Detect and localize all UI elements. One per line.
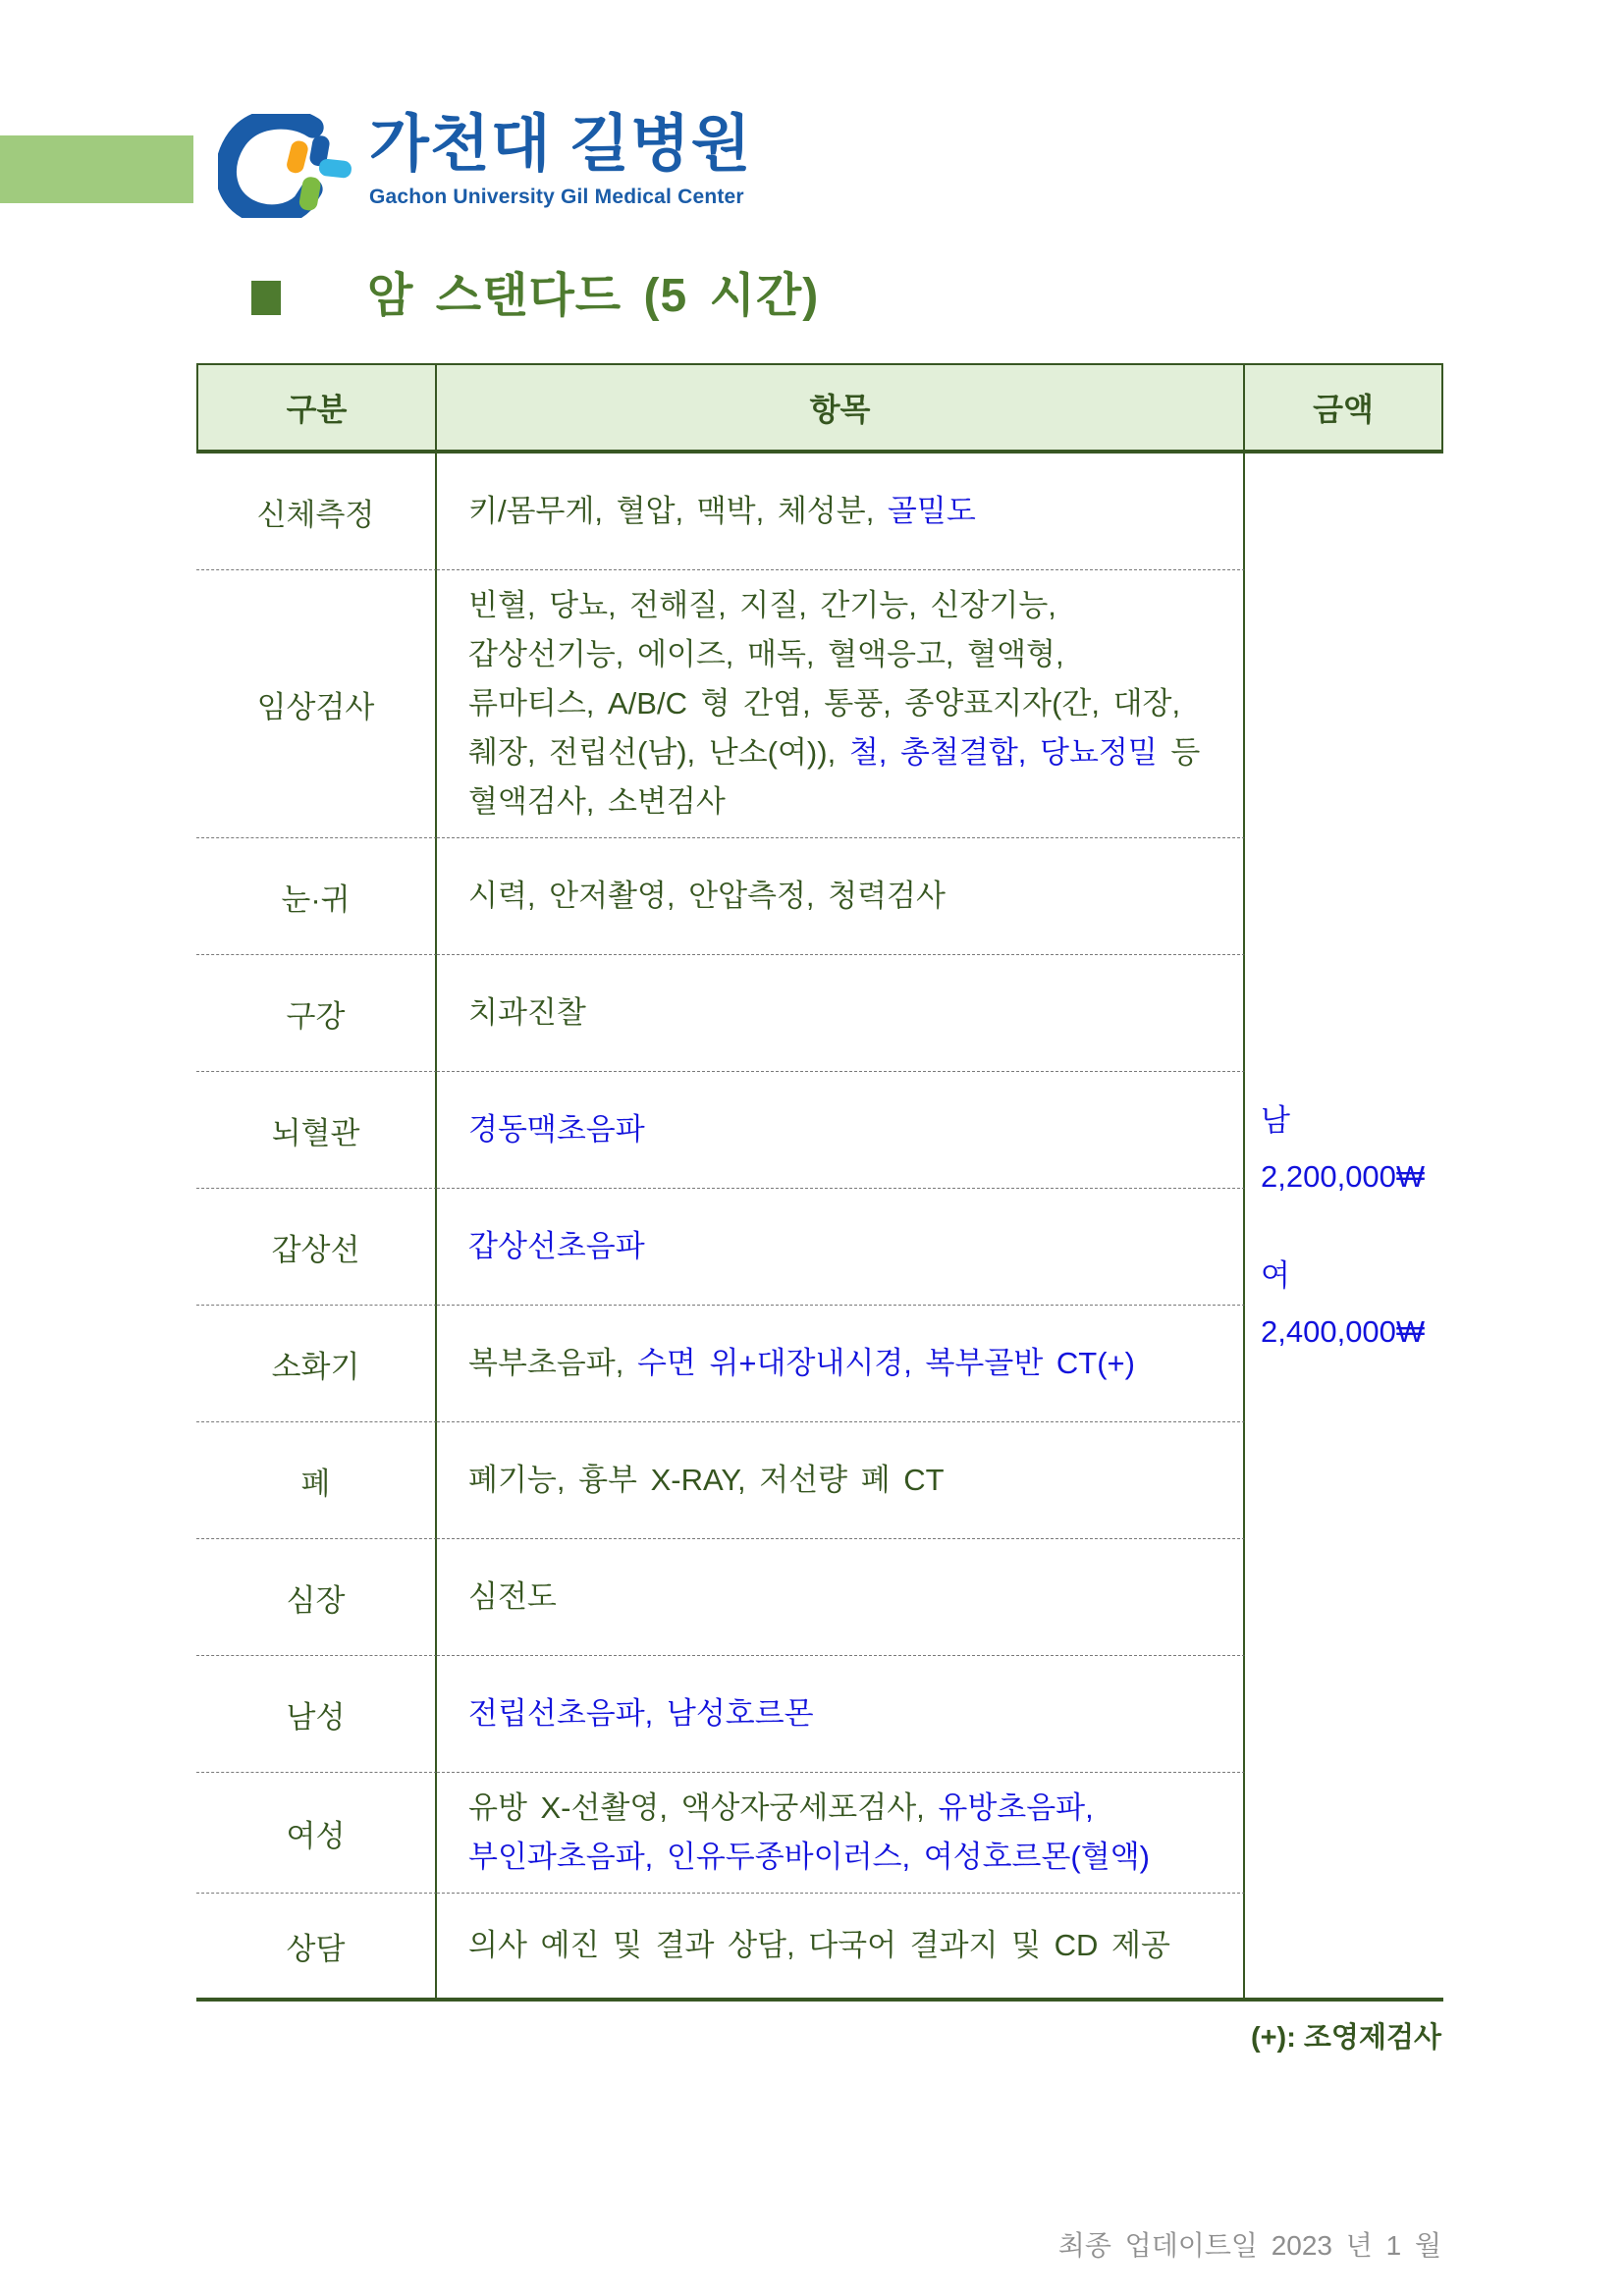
items-line bbox=[468, 872, 946, 921]
price-female-label: 여 bbox=[1261, 1257, 1290, 1293]
items-cell bbox=[437, 955, 1245, 1072]
item-text: 키/몸무게, 혈압, 맥박, 체성분, bbox=[468, 494, 888, 528]
items-line bbox=[468, 1833, 1150, 1882]
category-cell: 여성 bbox=[196, 1773, 437, 1894]
category-cell: 신체측정 bbox=[196, 454, 437, 570]
item-text: 경동맥초음파 bbox=[468, 1112, 645, 1147]
item-text: 부인과초음파, 인유두종바이러스, 여성호르몬(혈액) bbox=[468, 1840, 1150, 1874]
section-title-row bbox=[251, 267, 819, 326]
items-cell bbox=[437, 1422, 1245, 1539]
accent-square bbox=[0, 135, 193, 203]
items-line bbox=[468, 581, 1056, 630]
items-line bbox=[468, 1784, 1094, 1833]
items-line bbox=[468, 1921, 1170, 1970]
item-text: 복부초음파, bbox=[468, 1346, 637, 1380]
item-text: 갑상선초음파 bbox=[468, 1229, 645, 1263]
column-header-price: 금액 bbox=[1245, 365, 1443, 454]
item-text: 시력, 안저촬영, 안압측정, 청력검사 bbox=[468, 879, 946, 913]
category-cell: 상담 bbox=[196, 1894, 437, 1998]
item-text: 류마티스, A/B/C 형 간염, 통풍, 종양표지자(간, 대장, bbox=[468, 686, 1181, 721]
price-cell bbox=[1245, 454, 1443, 1998]
hospital-logo-icon bbox=[218, 114, 352, 218]
items-line bbox=[468, 679, 1180, 728]
items-cell bbox=[437, 570, 1245, 838]
item-text: 유방 X-선촬영, 액상자궁세포검사, bbox=[468, 1790, 939, 1825]
item-text: 치과진찰 bbox=[468, 995, 586, 1030]
price-male-label: 남 bbox=[1261, 1102, 1290, 1138]
price-gap bbox=[1261, 1204, 1443, 1248]
category-cell: 소화기 bbox=[196, 1306, 437, 1422]
items-cell bbox=[437, 1539, 1245, 1656]
square-bullet-icon bbox=[251, 281, 281, 315]
item-text: 심전도 bbox=[468, 1579, 557, 1614]
items-cell bbox=[437, 1072, 1245, 1189]
category-cell: 뇌혈관 bbox=[196, 1072, 437, 1189]
items-line bbox=[468, 1456, 945, 1505]
items-cell bbox=[437, 454, 1245, 570]
hospital-name-english: Gachon University Gil Medical Center bbox=[369, 186, 744, 208]
category-cell: 구강 bbox=[196, 955, 437, 1072]
hospital-logo-text bbox=[369, 106, 752, 209]
items-line bbox=[468, 1689, 814, 1738]
item-text: 의사 예진 및 결과 상담, 다국어 결과지 및 CD 제공 bbox=[468, 1928, 1170, 1962]
items-line bbox=[468, 988, 586, 1038]
category-cell: 갑상선 bbox=[196, 1189, 437, 1306]
item-text: 갑상선기능, 에이즈, 매독, 혈액응고, 혈액형, bbox=[468, 637, 1064, 671]
items-line bbox=[468, 1105, 645, 1154]
item-text: 유방초음파, bbox=[938, 1790, 1094, 1825]
items-line bbox=[468, 728, 1200, 777]
items-line bbox=[468, 1573, 557, 1622]
column-header-items: 항목 bbox=[437, 365, 1245, 454]
column-header-category: 구분 bbox=[196, 365, 437, 454]
item-text: 철, 총철결합, 당뇨정밀 bbox=[848, 735, 1158, 770]
items-line bbox=[468, 487, 976, 536]
items-cell bbox=[437, 1656, 1245, 1773]
price-male-amount: 2,200,000₩ bbox=[1261, 1158, 1426, 1194]
items-cell bbox=[437, 838, 1245, 955]
item-text: 폐기능, 흉부 X-RAY, 저선량 폐 CT bbox=[468, 1463, 945, 1497]
items-cell bbox=[437, 1894, 1245, 1998]
category-cell: 심장 bbox=[196, 1539, 437, 1656]
contrast-exam-footnote: (+): 조영제검사 bbox=[1250, 2022, 1441, 2054]
items-cell bbox=[437, 1306, 1245, 1422]
items-cell bbox=[437, 1189, 1245, 1306]
price-female-amount: 2,400,000₩ bbox=[1261, 1313, 1426, 1349]
last-updated-text: 최종 업데이트일 2023 년 1 월 bbox=[1057, 2230, 1441, 2261]
checkup-table bbox=[196, 363, 1443, 2002]
category-cell: 눈·귀 bbox=[196, 838, 437, 955]
page-title: 암 스탠다드 (5 시간) bbox=[367, 270, 820, 322]
item-text: 빈혈, 당뇨, 전해질, 지질, 간기능, 신장기능, bbox=[468, 588, 1056, 622]
item-text: 골밀도 bbox=[887, 494, 976, 528]
item-text: 수면 위+대장내시경, 복부골반 CT(+) bbox=[636, 1346, 1135, 1380]
category-cell: 폐 bbox=[196, 1422, 437, 1539]
table-area bbox=[196, 363, 1443, 2264]
items-line bbox=[468, 1222, 645, 1271]
hospital-logo bbox=[218, 106, 752, 218]
items-line bbox=[468, 1339, 1135, 1388]
item-text: 등 bbox=[1157, 735, 1201, 770]
item-text: 췌장, 전립선(남), 난소(여)), bbox=[468, 735, 849, 770]
item-text: 전립선초음파, 남성호르몬 bbox=[468, 1696, 814, 1731]
category-cell: 남성 bbox=[196, 1656, 437, 1773]
item-text: 혈액검사, 소변검사 bbox=[468, 784, 726, 819]
category-cell: 임상검사 bbox=[196, 570, 437, 838]
items-line bbox=[468, 777, 726, 827]
items-cell bbox=[437, 1773, 1245, 1894]
items-line bbox=[468, 630, 1064, 679]
hospital-name-korean: 가천대 길병원 bbox=[369, 110, 752, 179]
